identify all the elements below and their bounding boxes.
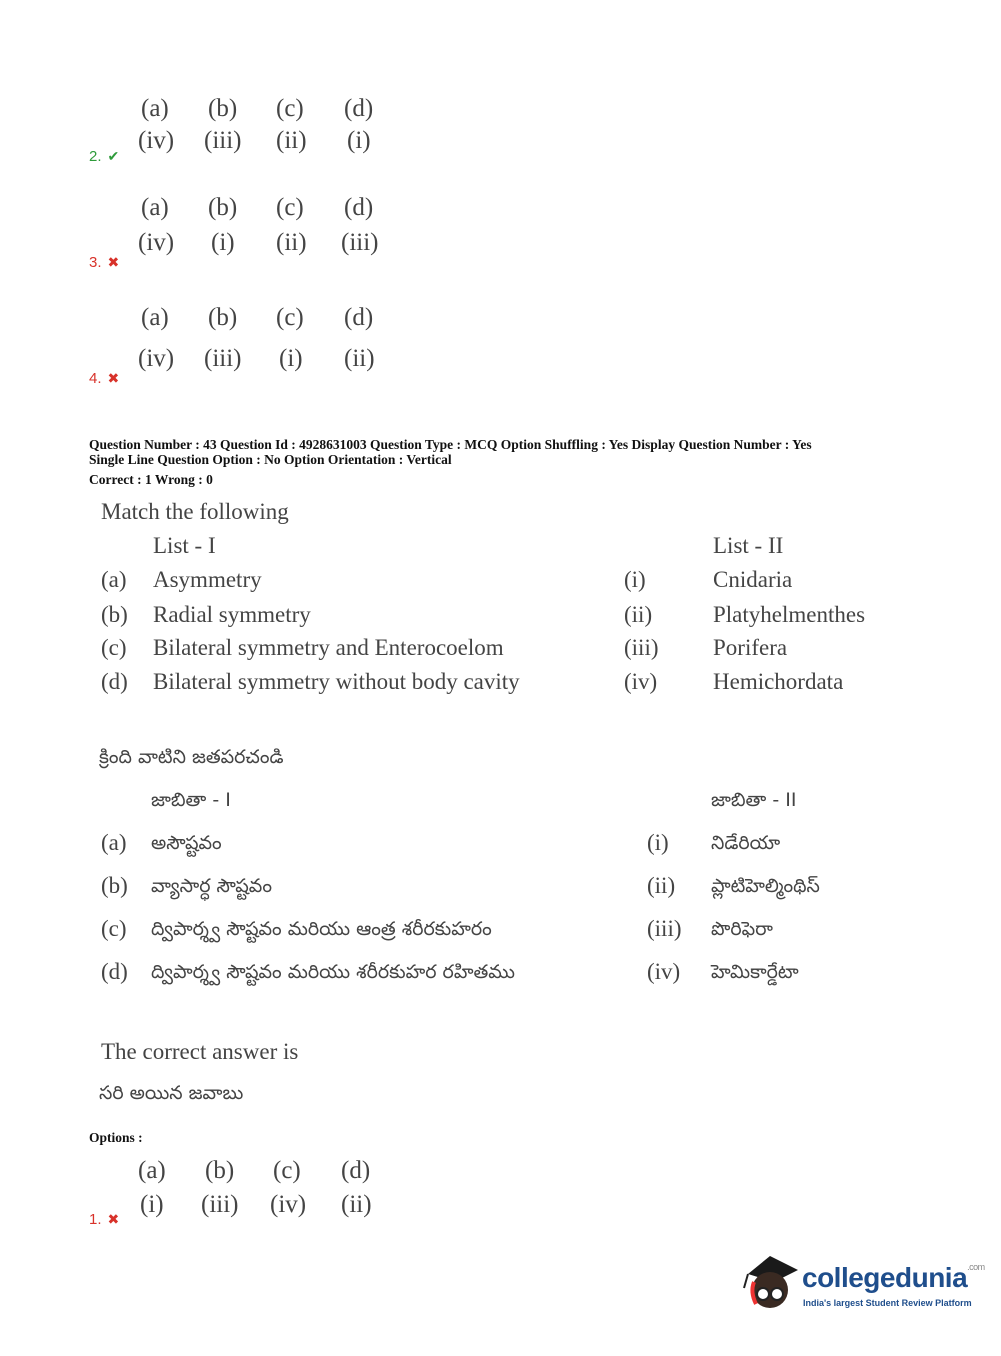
option-header-a: (a) <box>141 194 169 221</box>
option-value-b: (i) <box>211 229 235 256</box>
row-label: (iv) <box>624 669 658 694</box>
option-number: 1. <box>89 1211 102 1228</box>
row-label: (c) <box>101 635 127 660</box>
question-prompt-en: Match the following <box>101 499 289 524</box>
option-header-c: (c) <box>276 95 304 122</box>
option-header-d: (d) <box>344 194 374 221</box>
option-header-a: (a) <box>138 1157 166 1184</box>
row-item: Porifera <box>713 635 788 660</box>
logo-tagline: India's largest Student Review Platform <box>803 1298 972 1308</box>
option-value-a: (i) <box>140 1191 164 1218</box>
list1-header-en: List - I <box>153 533 216 558</box>
list2-header-en: List - II <box>713 533 784 558</box>
row-item: పొరిఫెరా <box>711 918 773 940</box>
row-item: Cnidaria <box>713 567 793 592</box>
option-number: 3. <box>89 254 102 271</box>
option-header-a: (a) <box>141 95 169 122</box>
correct-answer-en: The correct answer is <box>101 1039 299 1064</box>
question-meta-line3: Correct : 1 Wrong : 0 <box>89 472 213 487</box>
question-meta-line1: Question Number : 43 Question Id : 4928631003 Question Type : MCQ Option Shuffling : Yes Display Question Number : Yes <box>89 437 812 452</box>
list1-header-te: జాబితా - I <box>151 789 231 811</box>
row-item: ప్లాటిహెల్మింథిస్ <box>711 875 820 897</box>
mascot-icon <box>740 1248 802 1314</box>
option-header-a: (a) <box>141 304 169 331</box>
option-header-d: (d) <box>344 304 374 331</box>
collegedunia-logo[interactable] <box>740 1248 985 1318</box>
option-value-d: (i) <box>347 127 371 154</box>
option-value-a: (iv) <box>138 229 175 256</box>
option-value-b: (iii) <box>204 127 242 154</box>
option-header-c: (c) <box>273 1157 301 1184</box>
row-item: ద్విపార్శ్వ సౌష్టవం మరియు ఆంత్ర శరీరకుహరం <box>151 918 492 940</box>
row-label: (ii) <box>624 602 653 627</box>
check-icon: ✔ <box>107 148 120 164</box>
option-header-b: (b) <box>208 304 238 331</box>
row-item: Asymmetry <box>153 567 262 592</box>
row-label: (d) <box>101 669 128 694</box>
option-header-d: (d) <box>341 1157 371 1184</box>
row-label: (i) <box>647 830 669 855</box>
row-item: వ్యాసార్ధ సౌష్టవం <box>151 875 272 897</box>
cross-icon: ✖ <box>107 254 120 270</box>
option-number: 2. <box>89 148 102 165</box>
row-label: (iii) <box>647 916 682 941</box>
row-label: (i) <box>624 567 646 592</box>
option-value-c: (ii) <box>276 229 307 256</box>
option-value-b: (iii) <box>201 1191 239 1218</box>
option-value-c: (iv) <box>270 1191 307 1218</box>
option-header-c: (c) <box>276 194 304 221</box>
row-item: Platyhelmenthes <box>713 602 866 627</box>
options-label: Options : <box>89 1130 143 1145</box>
row-label: (iv) <box>647 959 681 984</box>
row-item: Radial symmetry <box>153 602 311 627</box>
row-label: (a) <box>101 830 127 855</box>
row-item: Bilateral symmetry and Enterocoelom <box>153 635 504 660</box>
row-item: హెమికార్డేటా <box>711 961 799 983</box>
option-value-d: (ii) <box>341 1191 372 1218</box>
option-header-b: (b) <box>208 194 238 221</box>
row-label: (c) <box>101 916 127 941</box>
cross-icon: ✖ <box>107 1211 120 1227</box>
option-value-c: (ii) <box>276 127 307 154</box>
option-header-b: (b) <box>205 1157 235 1184</box>
row-label: (iii) <box>624 635 659 660</box>
correct-answer-te: సరి అయిన జవాబు <box>99 1082 244 1104</box>
row-label: (ii) <box>647 873 676 898</box>
option-value-b: (iii) <box>204 345 242 372</box>
row-item: ద్విపార్శ్వ సౌష్టవం మరియు శరీరకుహర రహితము <box>151 961 515 983</box>
logo-name: collegedunia <box>802 1262 968 1293</box>
option-value-a: (iv) <box>138 127 175 154</box>
row-item: నిడేరియా <box>711 832 781 854</box>
option-value-c: (i) <box>279 345 303 372</box>
option-header-b: (b) <box>208 95 238 122</box>
logo-suffix: .com <box>967 1262 985 1272</box>
row-item: Bilateral symmetry without body cavity <box>153 669 520 694</box>
option-header-d: (d) <box>344 95 374 122</box>
list2-header-te: జాబితా - II <box>711 789 797 811</box>
option-value-a: (iv) <box>138 345 175 372</box>
row-label: (b) <box>101 602 128 627</box>
question-meta-line2: Single Line Question Option : No Option Orientation : Vertical <box>89 452 452 467</box>
row-label: (a) <box>101 567 127 592</box>
row-item: Hemichordata <box>713 669 844 694</box>
row-label: (b) <box>101 873 128 898</box>
option-value-d: (ii) <box>344 345 375 372</box>
option-number: 4. <box>89 370 102 387</box>
cross-icon: ✖ <box>107 370 120 386</box>
option-value-d: (iii) <box>341 229 379 256</box>
option-header-c: (c) <box>276 304 304 331</box>
question-prompt-te: క్రింది వాటిని జతపరచండి <box>99 746 284 768</box>
row-label: (d) <box>101 959 128 984</box>
row-item: అసౌష్టవం <box>151 832 222 854</box>
